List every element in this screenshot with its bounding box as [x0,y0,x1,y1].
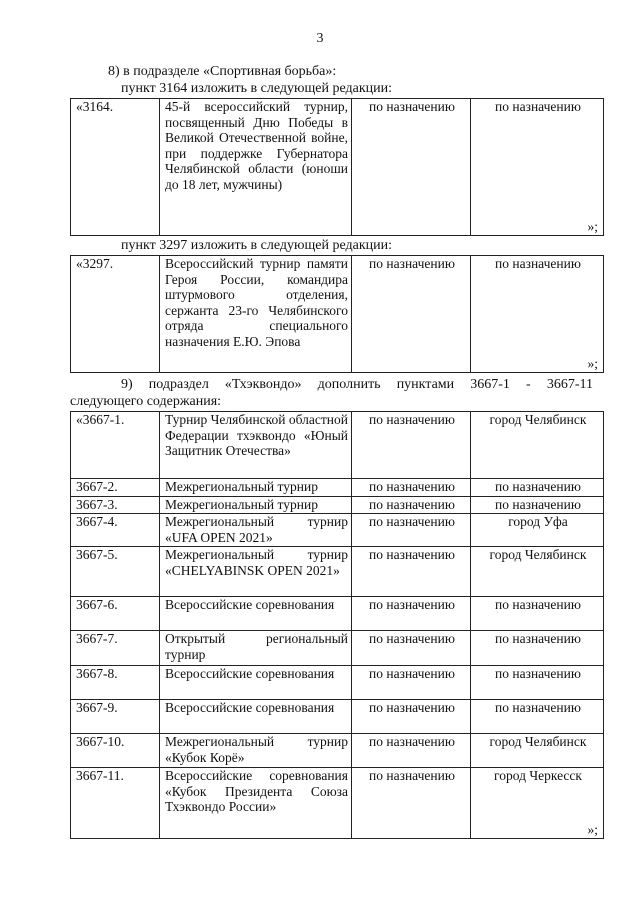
venue: по назначению [471,631,604,666]
row-number: 3667-5. [71,547,160,597]
table-row [71,700,604,734]
section-9-intro: 9) подраздел «Тхэквондо» дополнить пунктами 3667-1 - 3667-11 [121,377,593,392]
row-number: 3667-11. [71,768,160,839]
event-name: Всероссийские соревнования [160,700,352,734]
organizer: по назначению [352,412,471,479]
row-number: 3667-4. [71,514,160,547]
page-number: 3 [316,31,324,46]
venue-text: город Черкесск [494,768,582,783]
table-row [71,768,604,839]
venue: по назначению [471,479,604,497]
section-8-intro: 8) в подразделе «Спортивная борьба»: [108,64,337,79]
venue [471,768,604,839]
organizer: по назначению [352,631,471,666]
venue [471,99,604,236]
table-row [71,479,604,497]
table-row [71,412,604,479]
row-number: 3667-8. [71,666,160,700]
event-name: Открытый региональный турнир [160,631,352,666]
organizer: по назначению [352,597,471,631]
venue: город Челябинск [471,412,604,479]
event-name: Всероссийские соревнования «Кубок Президента Союза Тхэквондо России» [160,768,352,839]
venue: город Челябинск [471,547,604,597]
organizer: по назначению [352,666,471,700]
venue: город Челябинск [471,734,604,768]
event-name: Межрегиональный турнир «UFA OPEN 2021» [160,514,352,547]
row-number: 3667-7. [71,631,160,666]
event-name: Всероссийские соревнования [160,666,352,700]
row-number: 3667-9. [71,700,160,734]
table-point-3297 [70,255,604,373]
table-taekwondo-points [70,411,604,839]
table-row [71,734,604,768]
row-number: 3667-6. [71,597,160,631]
organizer: по назначению [352,547,471,597]
row-number: «3667-1. [71,412,160,479]
point-3297-intro: пункт 3297 изложить в следующей редакции: [121,238,392,253]
organizer: по назначению [352,700,471,734]
event-name: Межрегиональный турнир «Кубок Корё» [160,734,352,768]
table-row [71,496,604,514]
event-name: Всероссийский турнир памяти Героя России, командира штурмового отделения, сержанта 23-го Челябинского отряда специального назначения Е.Ю. Эпова [160,256,352,373]
event-name: Межрегиональный турнир «CHELYABINSK OPEN 2021» [160,547,352,597]
event-name: Всероссийские соревнования [160,597,352,631]
row-number: «3297. [71,256,160,373]
closing-quote: »; [587,218,598,234]
row-number: 3667-3. [71,496,160,514]
venue-text: по назначению [495,256,581,271]
venue-text: по назначению [495,99,581,114]
venue: по назначению [471,666,604,700]
row-number: 3667-10. [71,734,160,768]
table-row [71,514,604,547]
table-point-3164 [70,98,604,236]
closing-quote: »; [587,355,598,371]
venue: по назначению [471,496,604,514]
organizer: по назначению [352,256,471,373]
event-name: Турнир Челябинской областной Федерации тхэквондо «Юный Защитник Отечества» [160,412,352,479]
event-name: Межрегиональный турнир [160,496,352,514]
point-3164-intro: пункт 3164 изложить в следующей редакции: [121,81,392,96]
table-row [71,666,604,700]
organizer: по назначению [352,496,471,514]
row-number: 3667-2. [71,479,160,497]
organizer: по назначению [352,734,471,768]
organizer: по назначению [352,514,471,547]
venue: по назначению [471,700,604,734]
table-row [71,99,604,236]
event-name: Межрегиональный турнир [160,479,352,497]
venue [471,256,604,373]
table-row [71,256,604,373]
table-row [71,597,604,631]
row-number: «3164. [71,99,160,236]
event-name: 45-й всероссийский турнир, посвященный Дню Победы в Великой Отечественной войне, при поддержке Губернатора Челябинской области (юноши до 18 лет, мужчины) [160,99,352,236]
table-row [71,547,604,597]
venue: город Уфа [471,514,604,547]
table-row [71,631,604,666]
organizer: по назначению [352,99,471,236]
venue: по назначению [471,597,604,631]
closing-quote: »; [587,821,598,837]
organizer: по назначению [352,479,471,497]
organizer: по назначению [352,768,471,839]
section-9-intro-continued: следующего содержания: [70,394,222,409]
